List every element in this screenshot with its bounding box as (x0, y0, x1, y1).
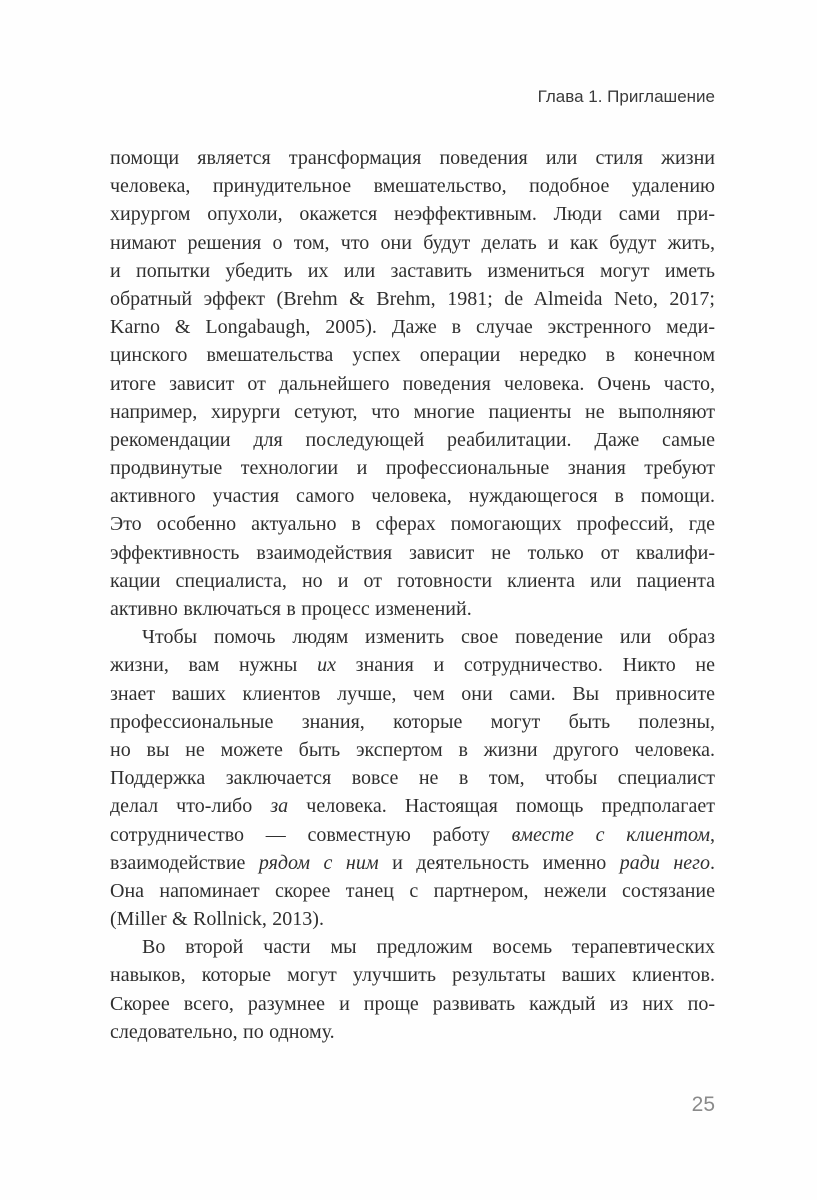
text-line (110, 482, 715, 510)
italic-text-segment: вместе с клиентом (511, 823, 710, 846)
text-segment: нимают решения о том, что они будут делать и как будут жить, (110, 231, 715, 254)
text-line (110, 398, 715, 426)
text-line (110, 510, 715, 538)
text-segment: обратный эффект (Brehm & Brehm, 1981; de Almeida Neto, 2017; (110, 287, 715, 310)
text-segment: например, хирурги сетуют, что многие пациенты не выполняют (110, 400, 715, 423)
text-segment: но вы не можете быть экспертом в жизни другого человека. (110, 738, 715, 761)
text-segment: Поддержка заключается вовсе не в том, чтобы специалист (110, 767, 715, 790)
text-segment: , (710, 823, 715, 846)
text-line (110, 567, 715, 595)
running-header: Глава 1. Приглашение (537, 87, 715, 106)
text-line (110, 849, 715, 877)
text-segment: взаимодействие (110, 851, 259, 874)
text-line (110, 905, 715, 933)
text-segment: хирургом опухоли, окажется неэффективным. Люди сами при- (110, 203, 715, 226)
text-segment: Это особенно актуально в сферах помогающих профессий, где (110, 513, 715, 536)
text-line (110, 426, 715, 454)
text-line (110, 539, 715, 567)
text-segment: активного участия самого человека, нуждающегося в помощи. (110, 485, 715, 508)
text-segment: (Miller & Rollnick, 2013). (110, 908, 324, 931)
text-line (110, 454, 715, 482)
text-line (110, 680, 715, 708)
text-segment: Чтобы помочь людям изменить свое поведение или образ (142, 626, 715, 649)
body-text (110, 144, 715, 1046)
text-segment: знания и сотрудничество. Никто не (335, 654, 715, 677)
text-segment: следовательно, по одному. (110, 1020, 335, 1043)
text-segment: . (710, 851, 715, 874)
text-line (110, 172, 715, 200)
text-line (110, 229, 715, 257)
text-line (110, 285, 715, 313)
text-segment: помощи является трансформация поведения или стиля жизни (110, 147, 715, 169)
text-line (110, 651, 715, 679)
text-segment: цинского вмешательства успех операции нередко в конечном (110, 344, 715, 367)
text-segment: профессиональные знания, которые могут быть полезны, (110, 710, 715, 733)
text-segment: активно включаться в процесс изменений. (110, 598, 472, 620)
text-segment: эффективность взаимодействия зависит не только от квалифи- (110, 541, 715, 564)
text-line (110, 144, 715, 172)
text-segment: рекомендации для последующей реабилитации. Даже самые (110, 428, 715, 451)
italic-text-segment: ради него (619, 851, 710, 874)
text-segment: человека. Настоящая помощь предполагает (288, 795, 715, 818)
text-segment: сотрудничество — совместную работу (110, 823, 512, 846)
text-line (110, 257, 715, 285)
text-line (110, 933, 715, 961)
text-line (110, 313, 715, 341)
text-line (110, 341, 715, 369)
text-segment: человека, принудительное вмешательство, подобное удалению (110, 175, 715, 198)
text-line (110, 877, 715, 905)
text-line (110, 595, 715, 623)
text-segment: кации специалиста, но и от готовности клиента или пациента (110, 569, 715, 592)
text-line (110, 764, 715, 792)
text-line (110, 708, 715, 736)
text-segment: итоге зависит от дальнейшего поведения человека. Очень часто, (110, 372, 715, 395)
italic-text-segment: рядом с ним (258, 851, 379, 874)
text-segment: Во второй части мы предложим восемь терапевтических (142, 936, 715, 959)
italic-text-segment: их (317, 654, 336, 677)
text-segment: Скорее всего, разумнее и проще развивать каждый из них по- (110, 992, 715, 1015)
text-segment: жизни, вам нужны (110, 654, 318, 677)
page-number: 25 (691, 1093, 715, 1116)
text-segment: и деятельность именно (378, 851, 620, 874)
text-line (110, 821, 715, 849)
text-segment: знает ваших клиентов лучше, чем они сами. Вы привносите (110, 682, 715, 705)
text-line (110, 623, 715, 651)
text-line (110, 1018, 715, 1046)
text-segment: продвинутые технологии и профессиональные знания требуют (110, 457, 715, 480)
text-segment: и попытки убедить их или заставить измениться могут иметь (110, 259, 715, 282)
text-line (110, 370, 715, 398)
italic-text-segment: за (270, 795, 289, 818)
text-line (110, 200, 715, 228)
text-line (110, 736, 715, 764)
text-line (110, 990, 715, 1018)
text-line (110, 792, 715, 820)
text-segment: Karno & Longabaugh, 2005). Даже в случае экстренного меди- (110, 316, 715, 339)
text-segment: навыков, которые могут улучшить результаты ваших клиентов. (110, 964, 715, 987)
text-line (110, 961, 715, 989)
text-segment: делал что-либо (110, 795, 271, 818)
text-segment: Она напоминает скорее танец с партнером, нежели состязание (110, 879, 715, 902)
